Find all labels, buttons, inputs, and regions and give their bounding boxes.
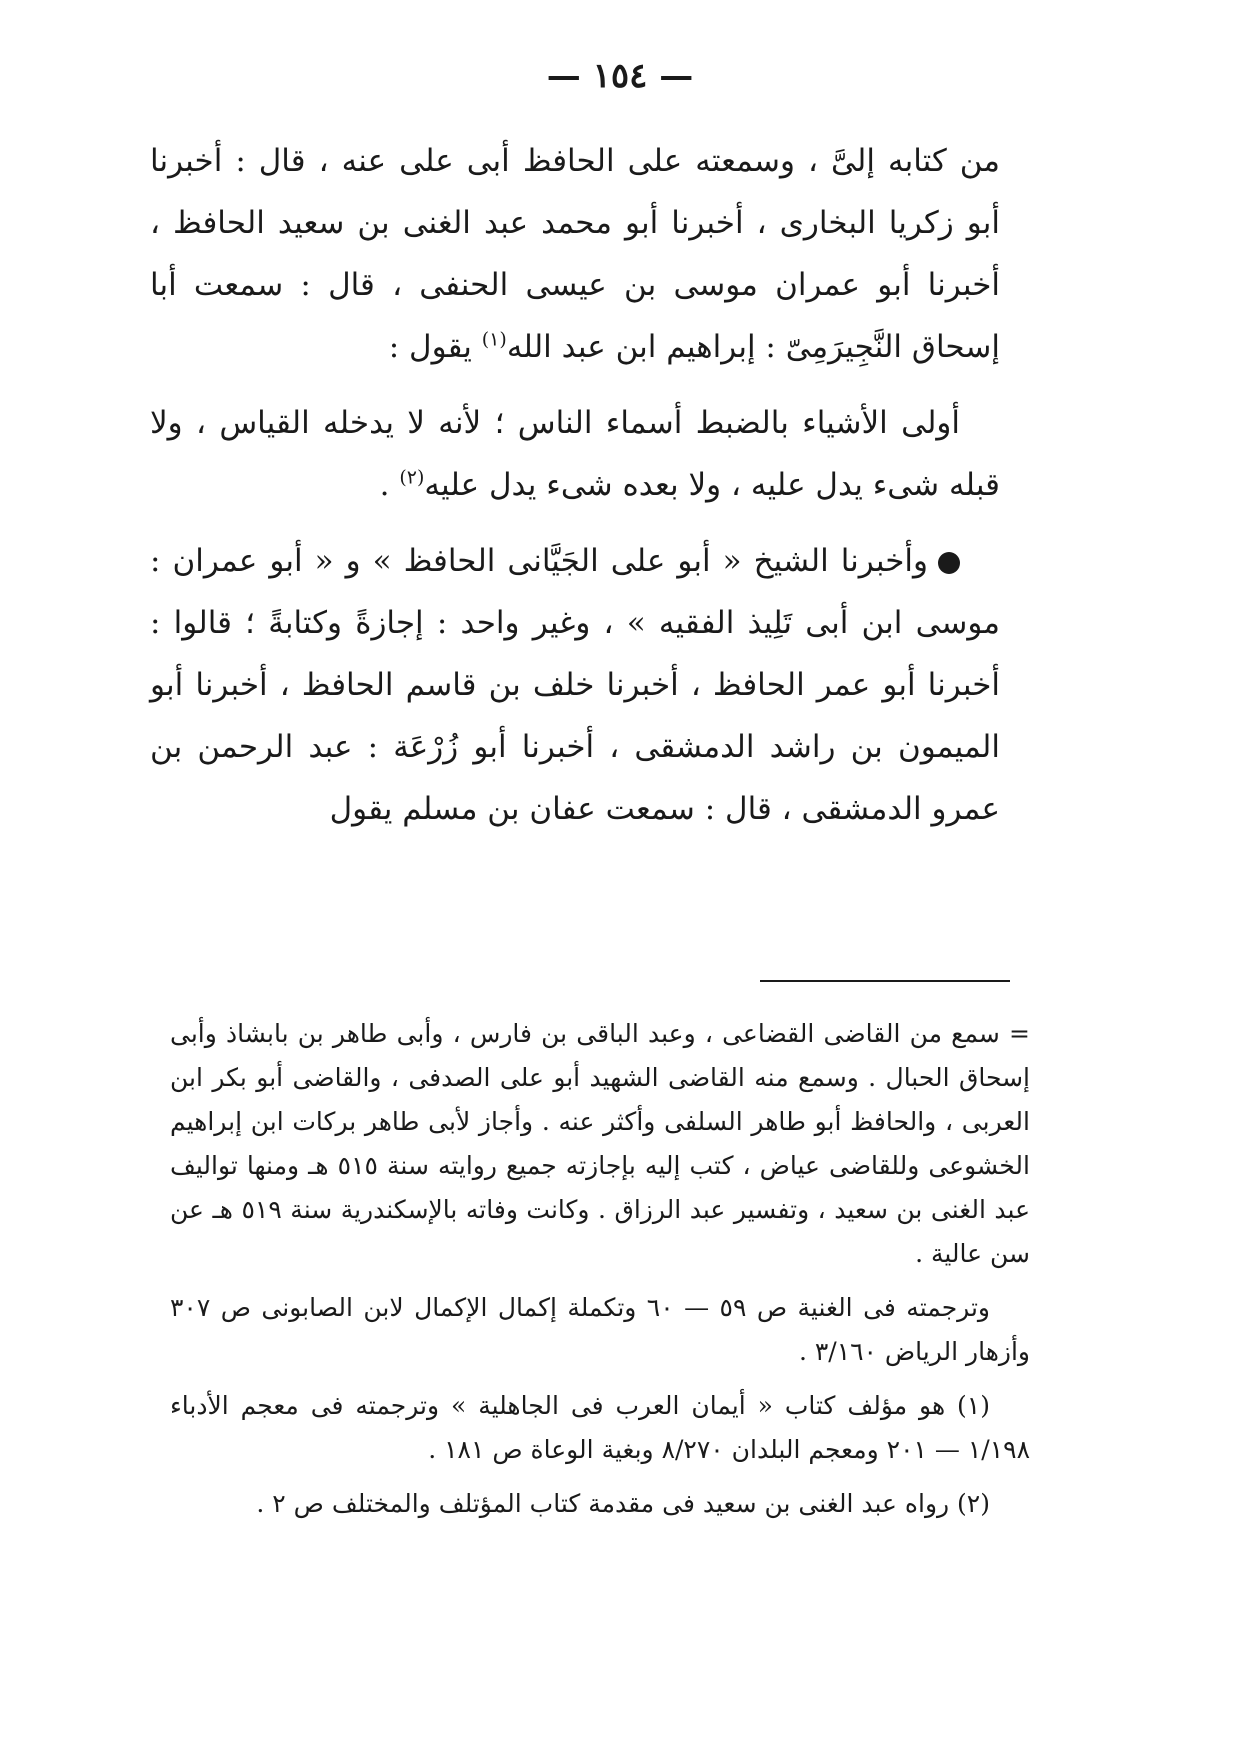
page-number: — ١٥٤ — (546, 56, 694, 96)
footnote-continuation: = سمع من القاضى القضاعى ، وعبد الباقى بن فارس ، وأبى طاهر بن بابشاذ وأبى إسحاق الحبال . وسمع منه القاضى الشهيد أبو على الصدفى ، والقاضى أبو بكر ابن العربى ، والحافظ أبو طاهر السلفى وأكثر عنه . وأجاز لأبى طاهر بركات ابن إبراهيم الخشوعى وللقاضى عياض ، كتب إليه بإجازته جميع روايته سنة ٥١٥ هـ ومنها تواليف عبد الغنى بن سعيد ، وتفسير عبد الرزاق . وكانت وفاته بالإسكندرية سنة ٥١٩ هـ عن سن عالية . (170, 1019, 1030, 1268)
footnote-ref-1[interactable]: (١) (481, 328, 507, 351)
footnote-ref-2[interactable]: (٢) (399, 466, 425, 489)
footnote-separator (760, 980, 1010, 982)
footnotes (170, 1012, 1030, 1536)
footnote-translation: وترجمته فى الغنية ص ٥٩ — ٦٠ وتكملة إكمال الإكمال لابن الصابونى ص ٣٠٧ وأزهار الرياض ٣/١٦٠ . (170, 1293, 1030, 1366)
footnote-2: (٢) رواه عبد الغنى بن سعيد فى مقدمة كتاب المؤتلف والمختلف ص ٢ . (256, 1489, 990, 1518)
paragraph-2-tail: . (379, 467, 400, 503)
paragraph-2 (150, 392, 1000, 516)
paragraph-1-tail: يقول : (388, 329, 482, 365)
bullet-icon (938, 552, 960, 574)
paragraph-1-text: من كتابه إلىَّ ، وسمعته على الحافظ أبى على عنه ، قال : أخبرنا أبو زكريا البخارى ، أخبرنا أبو محمد عبد الغنى بن سعيد الحافظ ، أخبرنا أبو عمران موسى بن عيسى الحنفى ، قال : سمعت أبا إسحاق النَّجِيرَمِىّ : إبراهيم ابن عبد الله (150, 143, 1000, 365)
footnote-1: (١) هو مؤلف كتاب « أيمان العرب فى الجاهلية » وترجمته فى معجم الأدباء ١/١٩٨ — ٢٠١ ومعجم البلدان ٨/٢٧٠ وبغية الوعاة ص ١٨١ . (170, 1391, 1030, 1464)
paragraph-2-text: أولى الأشياء بالضبط أسماء الناس ؛ لأنه لا يدخله القياس ، ولا قبله شىء يدل عليه ، ولا بعده شىء يدل عليه (150, 405, 1000, 503)
main-text (150, 130, 1000, 854)
paragraph-3 (150, 530, 1000, 840)
paragraph-1 (150, 130, 1000, 378)
paragraph-3-text: وأخبرنا الشيخ « أبو على الجَيَّانى الحافظ » و « أبو عمران : موسى ابن أبى تَلِيذ الفقيه » ، وغير واحد : إجازةً وكتابةً ؛ قالوا : أخبرنا أبو عمر الحافظ ، أخبرنا خلف بن قاسم الحافظ ، أخبرنا أبو الميمون بن راشد الدمشقى ، أخبرنا أبو زُرْعَة : عبد الرحمن بن عمرو الدمشقى ، قال : سمعت عفان بن مسلم يقول (150, 543, 1000, 827)
